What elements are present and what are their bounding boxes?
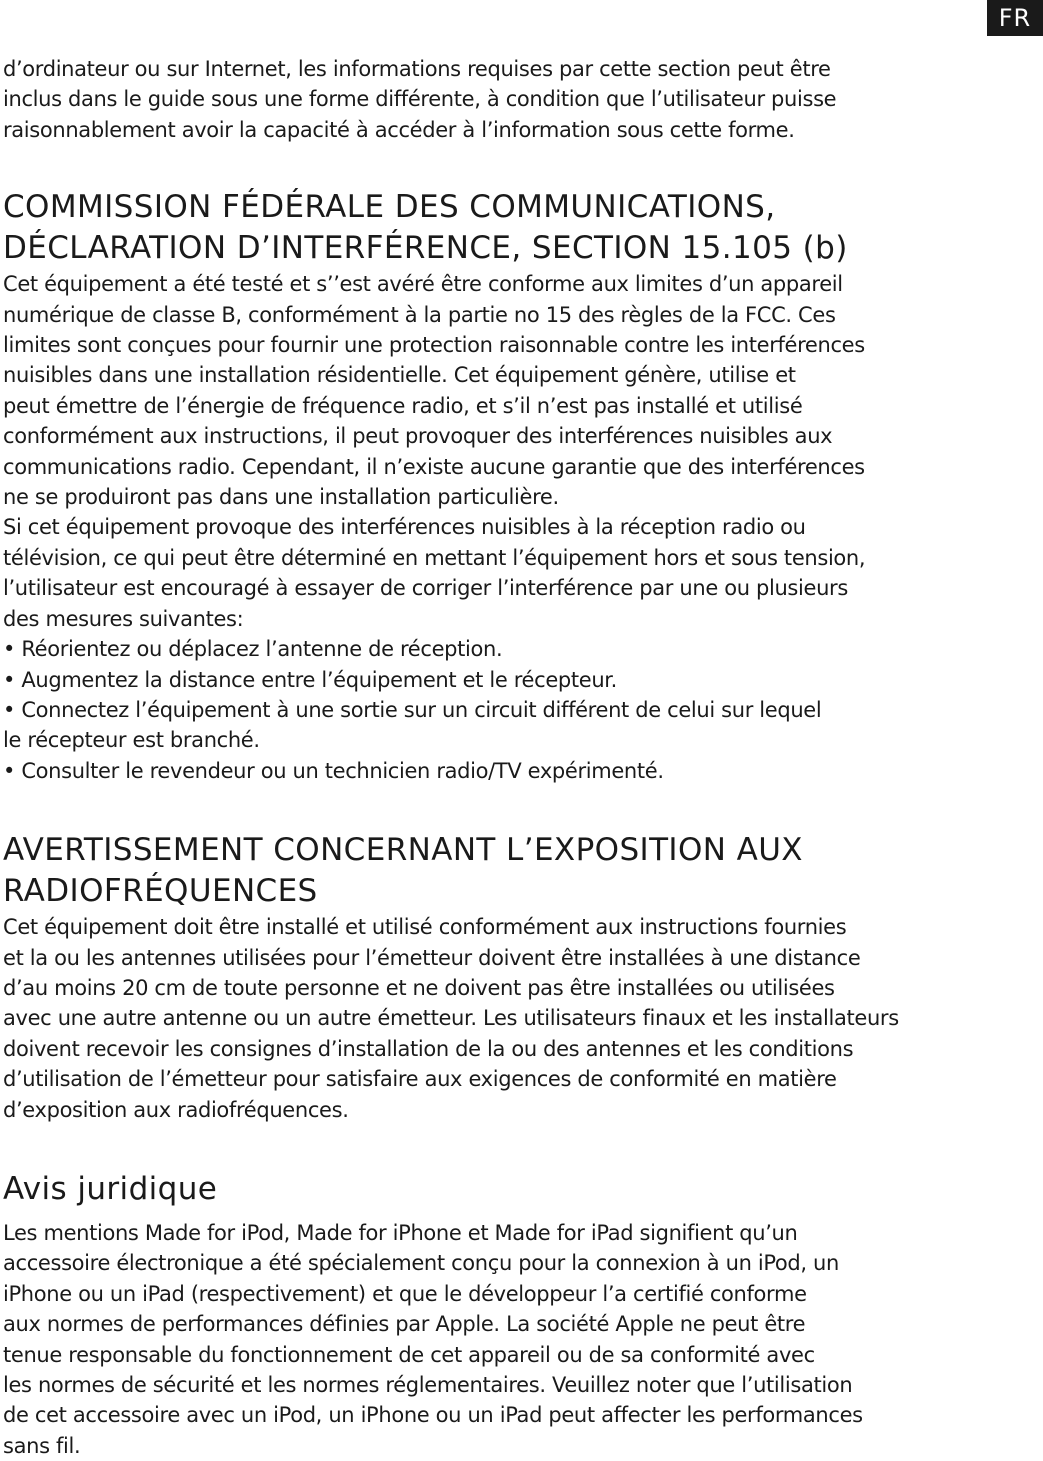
- text-line: conformément aux instructions, il peut provoquer des interférences nuisibles aux: [3, 424, 833, 449]
- text-line: aux normes de performances définies par Apple. La société Apple ne peut être: [3, 1312, 806, 1337]
- fcc-section: [3, 187, 1039, 786]
- rf-exposure-section: [3, 830, 1039, 1125]
- legal-body: [3, 1218, 1039, 1461]
- text-line: sans fil.: [3, 1433, 81, 1458]
- text-line: d’utilisation de l’émetteur pour satisfaire aux exigences de conformité en matière: [3, 1067, 837, 1092]
- text-line: numérique de classe B, conformément à la partie no 15 des règles de la FCC. Ces: [3, 302, 836, 327]
- rf-exposure-heading: [3, 830, 1039, 912]
- fcc-body: [3, 269, 1039, 786]
- text-line: nuisibles dans une installation résidentielle. Cet équipement génère, utilise et: [3, 363, 796, 388]
- bullet-item: • Augmentez la distance entre l’équipement et le récepteur.: [3, 667, 617, 692]
- text-line: inclus dans le guide sous une forme différente, à condition que l’utilisateur puisse: [3, 87, 837, 112]
- text-line: et la ou les antennes utilisées pour l’émetteur doivent être installées à une distance: [3, 945, 861, 970]
- text-line: avec une autre antenne ou un autre émetteur. Les utilisateurs finaux et les installateurs: [3, 1006, 899, 1031]
- text-line: de cet accessoire avec un iPod, un iPhone ou un iPad peut affecter les performances: [3, 1403, 863, 1428]
- heading-line: RADIOFRÉQUENCES: [3, 873, 318, 910]
- text-line: l’utilisateur est encouragé à essayer de corriger l’interférence par une ou plusieurs: [3, 576, 848, 601]
- intro-section: [3, 54, 1039, 145]
- text-line: iPhone ou un iPad (respectivement) et que le développeur l’a certifié conforme: [3, 1281, 807, 1306]
- text-line: le récepteur est branché.: [3, 728, 260, 753]
- heading-line: DÉCLARATION D’INTERFÉRENCE, SECTION 15.105 (b): [3, 230, 848, 267]
- fcc-heading: [3, 187, 1039, 269]
- heading-line: COMMISSION FÉDÉRALE DES COMMUNICATIONS,: [3, 189, 776, 226]
- intro-paragraph: [3, 54, 1039, 145]
- heading-line: Avis juridique: [3, 1170, 218, 1207]
- text-line: accessoire électronique a été spécialement conçu pour la connexion à un iPod, un: [3, 1251, 839, 1276]
- text-line: limites sont conçues pour fournir une protection raisonnable contre les interférences: [3, 333, 865, 358]
- heading-line: AVERTISSEMENT CONCERNANT L’EXPOSITION AUX: [3, 832, 803, 869]
- text-line: communications radio. Cependant, il n’existe aucune garantie que des interférences: [3, 454, 865, 479]
- text-line: les normes de sécurité et les normes réglementaires. Veuillez noter que l’utilisation: [3, 1373, 853, 1397]
- bullet-item: • Consulter le revendeur ou un technicien radio/TV expérimenté.: [3, 758, 664, 783]
- text-line: doivent recevoir les consignes d’installation de la ou des antennes et les conditions: [3, 1036, 854, 1061]
- text-line: d’ordinateur ou sur Internet, les informations requises par cette section peut être: [3, 57, 831, 81]
- language-badge: FR: [987, 0, 1043, 36]
- text-line: ne se produiront pas dans une installation particulière.: [3, 485, 559, 510]
- text-line: Les mentions Made for iPod, Made for iPhone et Made for iPad signifient qu’un: [3, 1220, 798, 1245]
- text-line: Cet équipement a été testé et s’’est avéré être conforme aux limites d’un appareil: [3, 272, 843, 297]
- legal-heading: [3, 1169, 1039, 1210]
- rf-exposure-body: [3, 912, 1039, 1125]
- text-line: d’au moins 20 cm de toute personne et ne doivent pas être installées ou utilisées: [3, 975, 835, 1000]
- bullet-item: • Connectez l’équipement à une sortie sur un circuit différent de celui sur lequel: [3, 697, 822, 722]
- text-line: des mesures suivantes:: [3, 606, 244, 631]
- legal-section: [3, 1169, 1039, 1461]
- text-line: raisonnablement avoir la capacité à accéder à l’information sous cette forme.: [3, 117, 795, 142]
- text-line: Cet équipement doit être installé et utilisé conformément aux instructions fournies: [3, 915, 847, 940]
- bullet-item: • Réorientez ou déplacez l’antenne de réception.: [3, 637, 503, 662]
- text-line: télévision, ce qui peut être déterminé en mettant l’équipement hors et sous tension,: [3, 545, 866, 570]
- text-line: d’exposition aux radiofréquences.: [3, 1097, 349, 1122]
- text-line: Si cet équipement provoque des interférences nuisibles à la réception radio ou: [3, 515, 806, 540]
- text-line: peut émettre de l’énergie de fréquence radio, et s’il n’est pas installé et utilisé: [3, 393, 803, 418]
- document-page: [3, 54, 1039, 1461]
- text-line: tenue responsable du fonctionnement de cet appareil ou de sa conformité avec: [3, 1342, 815, 1367]
